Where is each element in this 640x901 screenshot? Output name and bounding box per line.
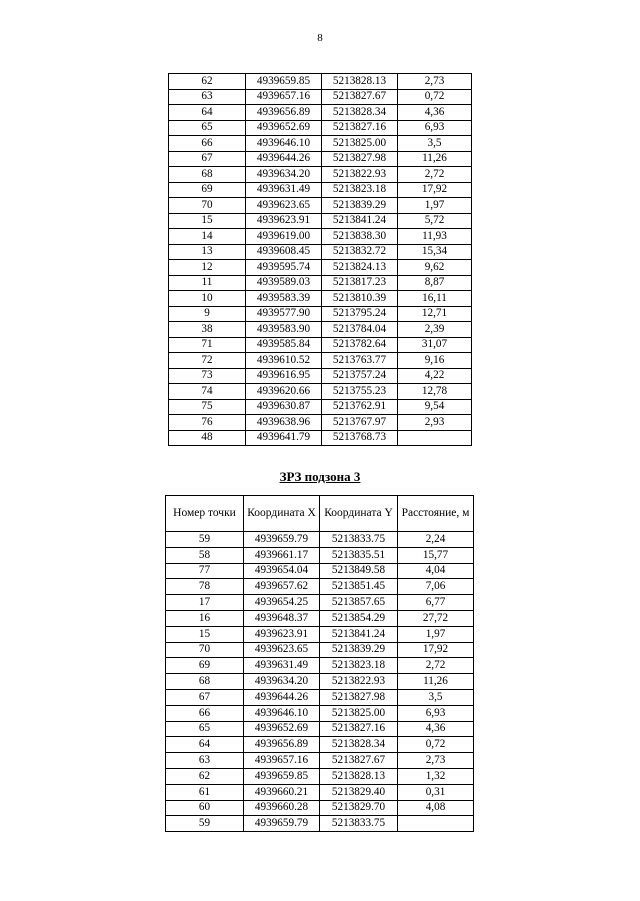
cell-distance: 27,72 [398,610,474,626]
cell-point-number: 38 [169,322,246,338]
table-row [166,737,474,753]
cell-coordinate-y: 5213828.13 [322,74,398,90]
header-coordinate-y: Координата Y [320,496,398,532]
cell-coordinate-x: 4939654.25 [244,595,320,611]
cell-point-number: 67 [166,689,244,705]
cell-coordinate-x: 4939623.65 [244,642,320,658]
cell-coordinate-x: 4939623.65 [246,198,322,214]
cell-distance: 5,72 [398,213,472,229]
cell-coordinate-y: 5213817.23 [322,275,398,291]
cell-coordinate-x: 4939656.89 [246,105,322,121]
table-row [169,415,472,431]
cell-point-number: 13 [169,244,246,260]
cell-coordinate-y: 5213841.24 [322,213,398,229]
cell-distance: 16,11 [398,291,472,307]
cell-distance: 2,73 [398,753,474,769]
cell-coordinate-y: 5213757.24 [322,368,398,384]
cell-coordinate-x: 4939585.84 [246,337,322,353]
table-row [169,167,472,183]
cell-coordinate-y: 5213827.98 [320,689,398,705]
table-row [169,399,472,415]
table-row [169,198,472,214]
table-row [169,105,472,121]
cell-coordinate-x: 4939646.10 [244,705,320,721]
table-row [166,610,474,626]
cell-distance: 1,97 [398,198,472,214]
cell-coordinate-y: 5213827.16 [322,120,398,136]
table-row [169,229,472,245]
cell-distance: 11,93 [398,229,472,245]
cell-distance: 9,62 [398,260,472,276]
cell-coordinate-y: 5213832.72 [322,244,398,260]
cell-distance: 7,06 [398,579,474,595]
cell-point-number: 62 [166,768,244,784]
cell-coordinate-y: 5213849.58 [320,563,398,579]
cell-point-number: 78 [166,579,244,595]
cell-point-number: 77 [166,563,244,579]
cell-coordinate-y: 5213827.67 [320,753,398,769]
cell-distance: 6,93 [398,705,474,721]
cell-coordinate-y: 5213857.65 [320,595,398,611]
table-row [169,244,472,260]
cell-coordinate-x: 4939631.49 [244,658,320,674]
page-number: 8 [317,32,323,44]
table-row [169,182,472,198]
cell-distance: 4,36 [398,105,472,121]
cell-point-number: 12 [169,260,246,276]
table-row [169,306,472,322]
table-row [166,563,474,579]
cell-coordinate-x: 4939630.87 [246,399,322,415]
table-row [166,674,474,690]
cell-distance: 1,97 [398,626,474,642]
cell-point-number: 11 [169,275,246,291]
table-row [166,532,474,548]
cell-distance: 2,73 [398,74,472,90]
table-row [169,430,472,446]
cell-coordinate-y: 5213762.91 [322,399,398,415]
cell-point-number: 64 [166,737,244,753]
table-row [166,768,474,784]
cell-distance: 4,22 [398,368,472,384]
cell-coordinate-x: 4939623.91 [246,213,322,229]
cell-coordinate-y: 5213854.29 [320,610,398,626]
cell-coordinate-x: 4939577.90 [246,306,322,322]
cell-distance [398,816,474,832]
cell-coordinate-x: 4939644.26 [246,151,322,167]
cell-coordinate-y: 5213768.73 [322,430,398,446]
cell-point-number: 63 [169,89,246,105]
cell-coordinate-x: 4939659.79 [244,532,320,548]
cell-point-number: 65 [169,120,246,136]
cell-coordinate-x: 4939652.69 [244,721,320,737]
cell-coordinate-y: 5213822.93 [320,674,398,690]
cell-distance: 2,39 [398,322,472,338]
cell-coordinate-y: 5213828.34 [322,105,398,121]
table-row [166,642,474,658]
cell-coordinate-y: 5213827.67 [322,89,398,105]
table-row [169,275,472,291]
cell-distance: 11,26 [398,151,472,167]
coordinates-table-continued [168,73,472,446]
cell-point-number: 71 [169,337,246,353]
cell-coordinate-y: 5213828.34 [320,737,398,753]
table-row [169,368,472,384]
cell-coordinate-x: 4939661.17 [244,547,320,563]
table-row [169,213,472,229]
cell-distance: 17,92 [398,642,474,658]
cell-distance: 2,24 [398,532,474,548]
cell-coordinate-y: 5213829.70 [320,800,398,816]
table-row [166,579,474,595]
cell-point-number: 66 [166,705,244,721]
cell-distance: 6,77 [398,595,474,611]
cell-coordinate-x: 4939610.52 [246,353,322,369]
cell-distance: 3,5 [398,136,472,152]
cell-point-number: 59 [166,816,244,832]
cell-distance: 3,5 [398,689,474,705]
cell-point-number: 70 [166,642,244,658]
cell-coordinate-x: 4939616.95 [246,368,322,384]
cell-coordinate-y: 5213825.00 [322,136,398,152]
cell-coordinate-y: 5213767.97 [322,415,398,431]
cell-coordinate-x: 4939657.16 [244,753,320,769]
cell-point-number: 62 [169,74,246,90]
cell-point-number: 68 [166,674,244,690]
cell-distance: 17,92 [398,182,472,198]
cell-coordinate-y: 5213795.24 [322,306,398,322]
cell-distance: 31,07 [398,337,472,353]
cell-coordinate-x: 4939659.79 [244,816,320,832]
cell-point-number: 16 [166,610,244,626]
cell-coordinate-x: 4939583.39 [246,291,322,307]
cell-point-number: 75 [169,399,246,415]
cell-coordinate-x: 4939644.26 [244,689,320,705]
cell-point-number: 10 [169,291,246,307]
coordinates-table-subzone-3 [165,495,474,832]
table-row [169,322,472,338]
table-row [169,136,472,152]
cell-distance: 4,04 [398,563,474,579]
cell-point-number: 14 [169,229,246,245]
cell-point-number: 73 [169,368,246,384]
cell-coordinate-y: 5213823.18 [322,182,398,198]
cell-point-number: 63 [166,753,244,769]
section-title: ЗРЗ подзона 3 [279,469,361,484]
cell-coordinate-y: 5213839.29 [322,198,398,214]
cell-point-number: 68 [169,167,246,183]
cell-point-number: 58 [166,547,244,563]
cell-distance: 12,71 [398,306,472,322]
table-row [169,120,472,136]
cell-point-number: 48 [169,430,246,446]
table-row [169,89,472,105]
cell-coordinate-y: 5213823.18 [320,658,398,674]
table-row [166,816,474,832]
cell-coordinate-y: 5213824.13 [322,260,398,276]
cell-coordinate-x: 4939608.45 [246,244,322,260]
cell-coordinate-x: 4939660.21 [244,784,320,800]
table-row [166,658,474,674]
table-row [166,626,474,642]
cell-coordinate-y: 5213827.16 [320,721,398,737]
cell-coordinate-x: 4939638.96 [246,415,322,431]
cell-coordinate-y: 5213827.98 [322,151,398,167]
cell-coordinate-y: 5213835.51 [320,547,398,563]
cell-point-number: 61 [166,784,244,800]
table-row [169,384,472,400]
cell-coordinate-x: 4939648.37 [244,610,320,626]
cell-coordinate-y: 5213782.64 [322,337,398,353]
cell-point-number: 67 [169,151,246,167]
cell-distance: 2,72 [398,167,472,183]
cell-distance: 1,32 [398,768,474,784]
cell-point-number: 70 [169,198,246,214]
cell-coordinate-x: 4939660.28 [244,800,320,816]
cell-distance: 2,72 [398,658,474,674]
cell-coordinate-x: 4939620.66 [246,384,322,400]
table-row [169,74,472,90]
cell-coordinate-x: 4939656.89 [244,737,320,753]
cell-coordinate-y: 5213829.40 [320,784,398,800]
cell-coordinate-x: 4939659.85 [244,768,320,784]
cell-point-number: 72 [169,353,246,369]
table-row [169,151,472,167]
cell-distance: 9,16 [398,353,472,369]
table-row [166,753,474,769]
cell-distance: 6,93 [398,120,472,136]
cell-distance: 0,72 [398,89,472,105]
cell-distance: 0,72 [398,737,474,753]
cell-coordinate-y: 5213839.29 [320,642,398,658]
table-row [169,337,472,353]
table-row [166,721,474,737]
table-row [166,547,474,563]
cell-coordinate-y: 5213828.13 [320,768,398,784]
table-row [166,705,474,721]
cell-coordinate-y: 5213755.23 [322,384,398,400]
header-distance: Расстояние, м [398,496,474,532]
cell-coordinate-x: 4939652.69 [246,120,322,136]
cell-distance: 0,31 [398,784,474,800]
cell-coordinate-y: 5213841.24 [320,626,398,642]
cell-point-number: 60 [166,800,244,816]
cell-coordinate-x: 4939641.79 [246,430,322,446]
cell-coordinate-x: 4939657.16 [246,89,322,105]
cell-distance: 15,77 [398,547,474,563]
cell-coordinate-x: 4939657.62 [244,579,320,595]
cell-coordinate-y: 5213838.30 [322,229,398,245]
table-row [169,291,472,307]
cell-coordinate-x: 4939589.03 [246,275,322,291]
cell-coordinate-x: 4939595.74 [246,260,322,276]
cell-point-number: 17 [166,595,244,611]
cell-distance: 8,87 [398,275,472,291]
cell-coordinate-x: 4939634.20 [246,167,322,183]
cell-distance: 15,34 [398,244,472,260]
cell-point-number: 64 [169,105,246,121]
header-coordinate-x: Координата X [244,496,320,532]
table-row [166,800,474,816]
table-row [166,689,474,705]
cell-coordinate-x: 4939631.49 [246,182,322,198]
cell-point-number: 69 [169,182,246,198]
cell-point-number: 66 [169,136,246,152]
cell-point-number: 59 [166,532,244,548]
cell-distance: 11,26 [398,674,474,690]
cell-coordinate-x: 4939623.91 [244,626,320,642]
cell-coordinate-x: 4939646.10 [246,136,322,152]
cell-point-number: 69 [166,658,244,674]
cell-distance: 4,36 [398,721,474,737]
table-row [169,260,472,276]
cell-coordinate-y: 5213833.75 [320,816,398,832]
cell-point-number: 74 [169,384,246,400]
cell-point-number: 65 [166,721,244,737]
table-row [166,784,474,800]
table-row [169,353,472,369]
cell-point-number: 76 [169,415,246,431]
cell-coordinate-x: 4939659.85 [246,74,322,90]
cell-coordinate-x: 4939634.20 [244,674,320,690]
cell-coordinate-x: 4939654.04 [244,563,320,579]
table-header-row [166,496,474,532]
cell-coordinate-y: 5213784.04 [322,322,398,338]
cell-coordinate-y: 5213851.45 [320,579,398,595]
cell-coordinate-y: 5213810.39 [322,291,398,307]
cell-coordinate-y: 5213822.93 [322,167,398,183]
cell-distance: 9,54 [398,399,472,415]
cell-coordinate-x: 4939583.90 [246,322,322,338]
cell-coordinate-x: 4939619.00 [246,229,322,245]
header-point-number: Номер точки [166,496,244,532]
cell-point-number: 15 [169,213,246,229]
cell-distance: 2,93 [398,415,472,431]
cell-point-number: 15 [166,626,244,642]
cell-distance [398,430,472,446]
cell-coordinate-y: 5213763.77 [322,353,398,369]
cell-distance: 4,08 [398,800,474,816]
cell-coordinate-y: 5213825.00 [320,705,398,721]
cell-distance: 12,78 [398,384,472,400]
table-row [166,595,474,611]
cell-coordinate-y: 5213833.75 [320,532,398,548]
cell-point-number: 9 [169,306,246,322]
